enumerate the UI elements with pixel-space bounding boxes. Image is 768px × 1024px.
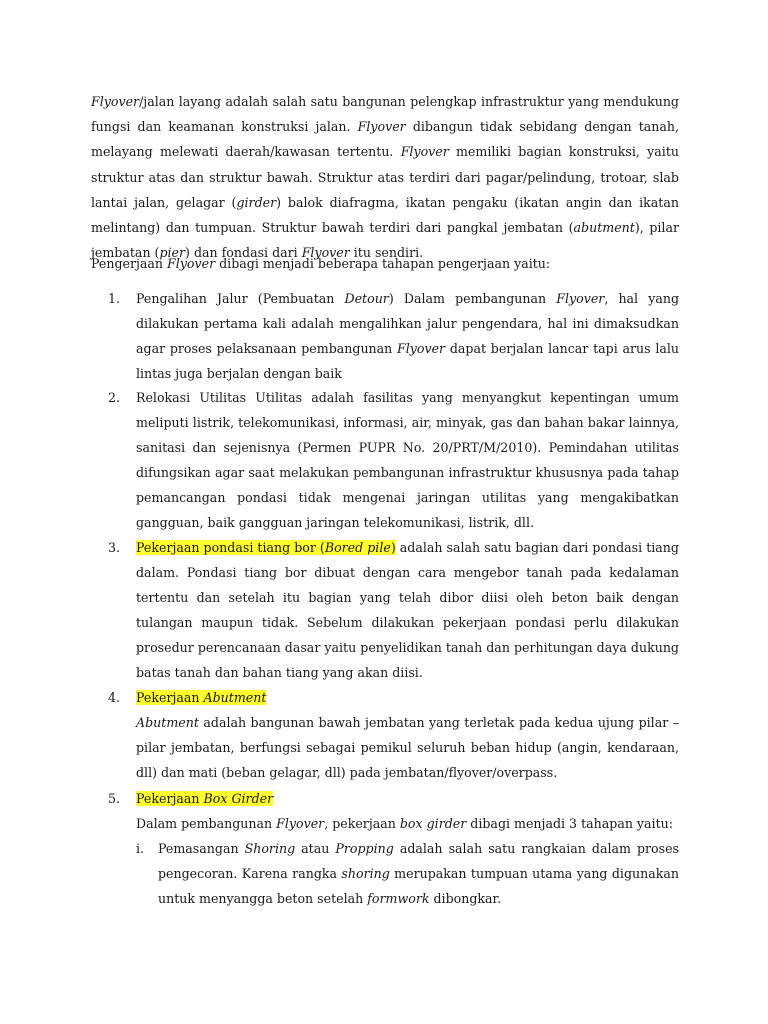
text-span: ) Dalam pembangunan xyxy=(388,291,557,306)
text-span: adalah salah satu rangkaian dalam proses pengecoran. Karena rangka xyxy=(158,841,679,881)
text-span: ) dan fondasi dari xyxy=(185,245,302,261)
highlighted-heading xyxy=(136,791,273,806)
text-span: Pekerjaan pondasi tiang bor ( xyxy=(136,540,325,555)
term-flyover: Flyover xyxy=(167,256,216,271)
term-propping: Propping xyxy=(335,841,394,856)
text-span: atau xyxy=(295,841,336,856)
term-abutment: Abutment xyxy=(203,690,267,705)
text-span: Pemasangan xyxy=(158,841,245,856)
list-number-3: 3. xyxy=(108,540,121,555)
term-detour: Detour xyxy=(344,291,389,306)
term-flyover: Flyover xyxy=(357,119,406,135)
sublist-number-i: i. xyxy=(136,841,145,856)
term-flyover: Flyover xyxy=(301,245,350,261)
text-span: Pengalihan Jalur (Pembuatan xyxy=(136,291,345,306)
sublist-item-i xyxy=(158,836,679,911)
term-flyover: Flyover xyxy=(397,341,446,356)
text-span: ) balok diafragma, ikatan pengaku (ikatan angin dan ikatan melintang) dan tumpuan. Struktur bawah terdiri dari pangkal jembatan ( xyxy=(91,194,679,236)
stages-intro-paragraph xyxy=(91,251,679,276)
text-span: memiliki bagian konstruksi, yaitu struktur atas dan struktur bawah. Struktur atas terdiri dari pagar/pelindung, trotoar, slab lantai jalan, gelagar ( xyxy=(91,144,679,210)
text-span: itu sendiri. xyxy=(349,245,424,261)
term-shoring: shoring xyxy=(341,866,390,881)
term-flyover: Flyover xyxy=(400,144,449,160)
text-span: Pekerjaan xyxy=(136,791,204,806)
list-item-2: Relokasi Utilitas Utilitas adalah fasilitas yang menyangkut kepentingan umum meliputi listrik, telekomunikasi, informasi, air, minyak, gas dan bahan bakar lainnya, sanitasi dan sejenisnya (Permen PUPR No. 20/PRT/M/2010). Pemindahan utilitas difungsikan agar saat melakukan pembangunan infrastruktur khususnya pada tahap pemancangan pondasi tidak mengenai jaringan utilitas yang mengakibatkan gangguan, baik gangguan jaringan telekomunikasi, listrik, dll. xyxy=(136,390,679,530)
list-number-5: 5. xyxy=(108,791,121,806)
term-box-girder: Box Girder xyxy=(203,791,274,806)
term-abutment: Abutment xyxy=(136,715,199,730)
list-item-4-heading xyxy=(136,685,679,710)
text-span: Dalam pembangunan xyxy=(136,816,277,831)
text-span: , hal yang dilakukan pertama kali adalah mengalihkan jalur pengendara, hal ini dimaksudkan agar proses pelaksanaan pembangunan xyxy=(136,291,680,356)
highlighted-heading xyxy=(136,690,266,705)
text-span: dibagi menjadi beberapa tahapan pengerjaan yaitu: xyxy=(215,256,551,271)
text-span: ) xyxy=(390,540,396,555)
text-span: , pekerjaan xyxy=(324,816,400,831)
intro-paragraph xyxy=(91,89,679,265)
list-number-1: 1. xyxy=(108,291,121,306)
term-pier: pier xyxy=(159,245,186,261)
term-abutment: abutment xyxy=(573,220,635,236)
text-span: merupakan tumpuan utama yang digunakan untuk menyangga beton setelah xyxy=(158,866,679,906)
text-span: /jalan layang adalah salah satu bangunan pelengkap infrastruktur yang mendukung fungsi dan keamanan konstruksi jalan. xyxy=(91,94,679,135)
list-item-1 xyxy=(136,286,679,386)
list-item-5-body xyxy=(136,811,679,836)
text-span: dibangun tidak sebidang dengan tanah, melayang melewati daerah/kawasan tertentu. xyxy=(91,119,679,160)
term-shoring: Shoring xyxy=(244,841,296,856)
list-item-3 xyxy=(136,535,679,685)
list-number-4: 4. xyxy=(108,690,121,705)
list-item-4-body xyxy=(136,710,679,785)
text-span: dapat berjalan lancar tapi arus lalu lintas juga berjalan dengan baik xyxy=(136,341,679,381)
term-formwork: formwork xyxy=(367,891,430,906)
text-span: Pekerjaan xyxy=(136,690,204,705)
term-box-girder: box girder xyxy=(399,816,467,831)
term-flyover: Flyover xyxy=(276,816,325,831)
term-bored-pile: Bored pile xyxy=(324,540,391,555)
text-span: Pengerjaan xyxy=(91,256,168,271)
text-span: ), pilar jembatan ( xyxy=(91,220,679,261)
term-flyover: Flyover xyxy=(91,94,140,109)
list-item-5-heading xyxy=(136,786,679,811)
highlighted-heading xyxy=(136,540,396,555)
term-flyover: Flyover xyxy=(556,291,605,306)
text-span: dibongkar. xyxy=(429,891,502,906)
term-girder: girder xyxy=(236,194,277,210)
text-span: dibagi menjadi 3 tahapan yaitu: xyxy=(466,816,674,831)
text-span: adalah bangunan bawah jembatan yang terletak pada kedua ujung pilar – pilar jembatan, berfungsi sebagai pemikul seluruh beban hidup (angin, kendaraan, dll) dan mati (beban gelagar, dll) pada jembatan/flyover/overpass. xyxy=(136,715,679,780)
list-number-2: 2. xyxy=(108,390,121,405)
text-span: adalah salah satu bagian dari pondasi tiang dalam. Pondasi tiang bor dibuat dengan cara mengebor tanah pada kedalaman tertentu dan setelah itu bagian yang telah dibor diisi oleh beton baik dengan tulangan maupun tidak. Sebelum dilakukan pekerjaan pondasi perlu dilakukan prosedur perencanaan dasar yaitu penyelidikan tanah dan perhitungan daya dukung batas tanah dan bahan tiang yang akan diisi. xyxy=(136,540,679,680)
